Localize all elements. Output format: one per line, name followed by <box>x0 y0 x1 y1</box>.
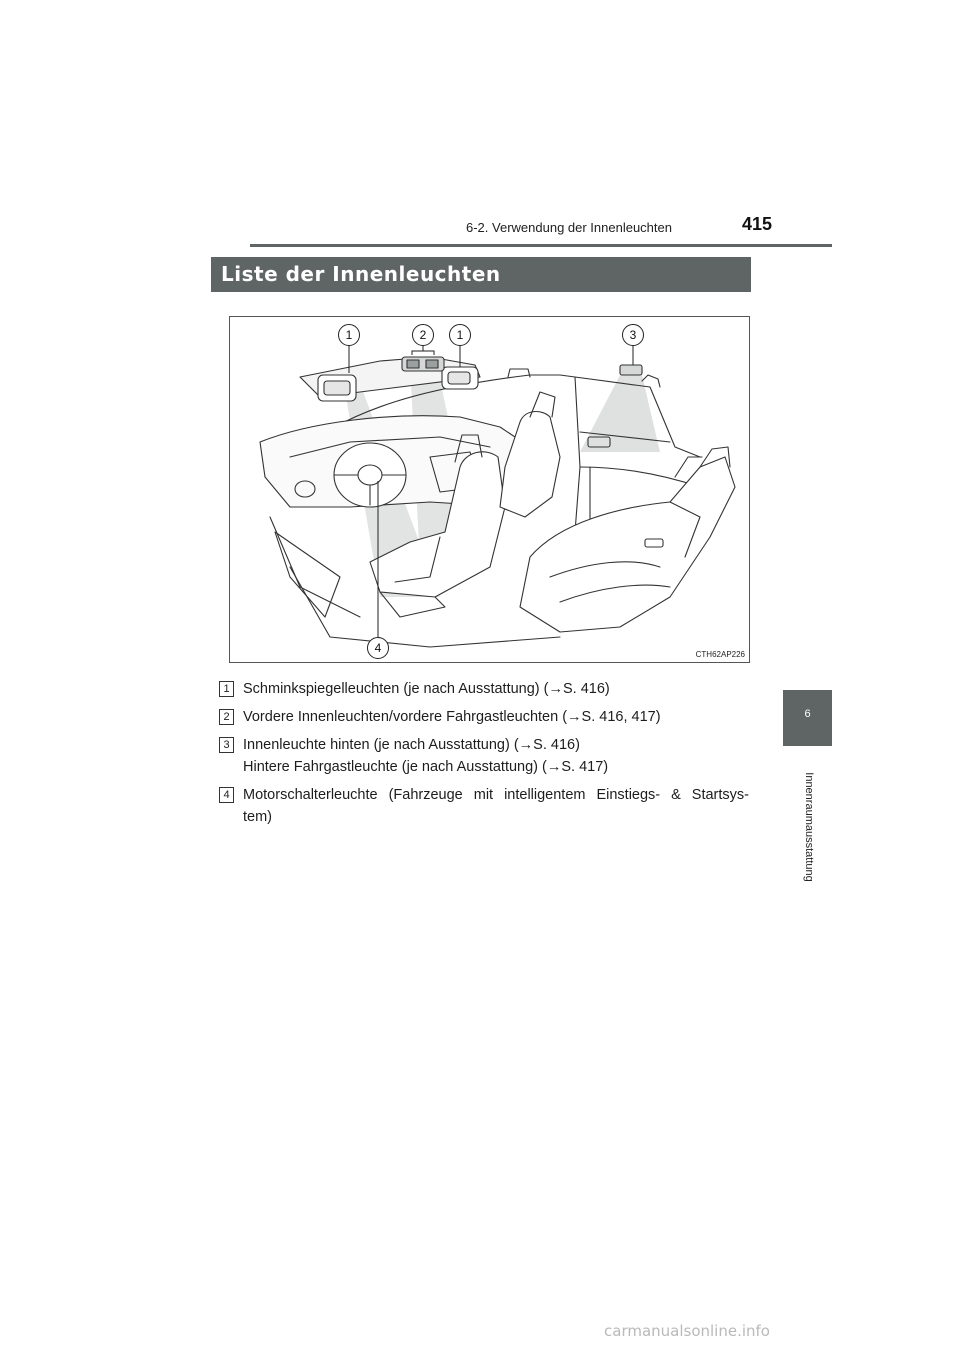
list-item <box>219 734 749 778</box>
page-number: 415 <box>742 214 773 234</box>
callout-1-right: 1 <box>449 324 471 346</box>
interior-lights-figure <box>229 316 750 663</box>
item-number: 3 <box>219 737 234 753</box>
item-text: Schminkspiegelleuchten (je nach Ausstattung) (→S. 416) <box>243 681 610 697</box>
section-title: 6-2. Verwendung der Innenleuchten <box>466 220 672 235</box>
lights-list <box>219 678 749 834</box>
car-interior-illustration <box>230 317 749 662</box>
item-number: 4 <box>219 787 234 803</box>
item-number: 1 <box>219 681 234 697</box>
rear-dome-light <box>620 365 642 375</box>
item-text: Innenleuchte hinten (je nach Ausstattung) (→S. 416) <box>243 737 580 753</box>
figure-code: CTH62AP226 <box>695 650 745 659</box>
passenger-seat <box>500 412 560 517</box>
header-divider <box>250 244 832 247</box>
item-text: Vordere Innenleuchten/vordere Fahrgastleuchten (→S. 416, 417) <box>243 709 661 725</box>
callout-2: 2 <box>412 324 434 346</box>
item-text: tem) <box>243 809 272 825</box>
callout-1-left: 1 <box>338 324 360 346</box>
page-title: Liste der Innenleuchten <box>211 257 751 292</box>
item-text: Hintere Fahrgastleuchte (je nach Ausstattung) (→S. 417) <box>243 759 609 775</box>
callout-3: 3 <box>622 324 644 346</box>
callout-4: 4 <box>367 637 389 659</box>
item-text: Motorschalterleuchte (Fahrzeuge mit intelligentem Einstiegs- & Startsys- <box>243 787 749 803</box>
chapter-label: Innenraumausstattung <box>803 772 815 882</box>
list-item <box>219 706 749 728</box>
watermark[interactable]: carmanualsonline.info <box>604 1322 770 1340</box>
list-item <box>219 784 749 828</box>
list-item <box>219 678 749 700</box>
chapter-tab[interactable]: 6 <box>783 690 832 746</box>
item-number: 2 <box>219 709 234 725</box>
